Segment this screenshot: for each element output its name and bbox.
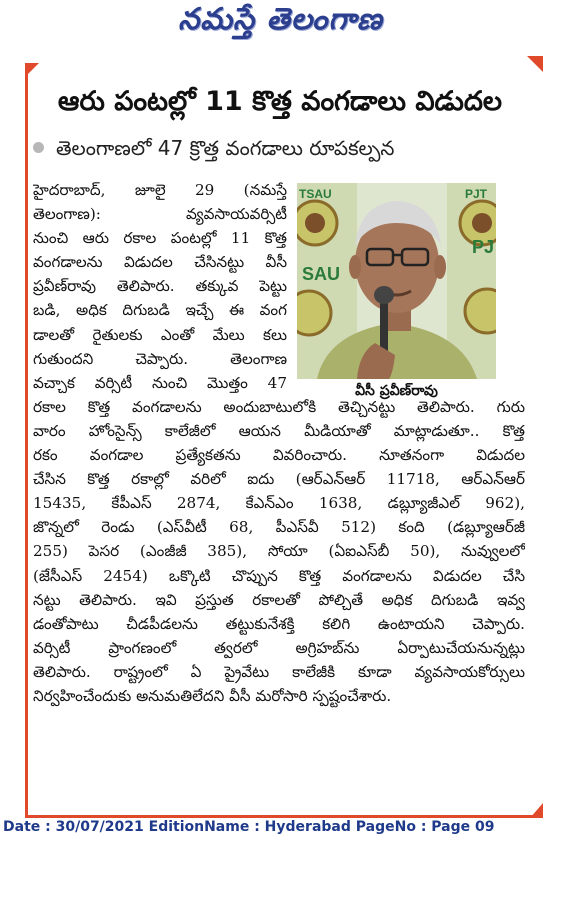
body-line: వారం హోంసైన్స్ కాలేజీలో ఆయన మీడియాతో మాట్లాడుతూ.. కొత్త: [33, 421, 525, 440]
body-line: నిర్వహించేందుకు అనుమతిలేదని వీసీ మరోసారి స్పష్టంచేశారు.: [33, 686, 392, 705]
svg-text:PJT: PJT: [465, 187, 488, 201]
svg-text:TSAU: TSAU: [299, 187, 332, 201]
body-line: హైదరాబాద్, జూలై 29 (నమస్తే: [33, 181, 287, 199]
body-line: నట్టు తెలిపారు. ఇవి ప్రస్తుత రకాలతో పోల్చితే అధిక దిగుబడి ఇవ్వ: [33, 590, 525, 609]
svg-text:SAU: SAU: [302, 264, 341, 284]
body-line: రకాల కొత్త వంగడాలను అందుబాటులోకి తెచ్చినట్టు తెలిపారు. గురు: [33, 397, 525, 416]
newspaper-masthead: [0, 2, 561, 50]
body-line: డంతోపాటు చీడపీడలను తట్టుకునేశక్తి కలిగి ఉంటాయని చెప్పారు.: [33, 614, 525, 633]
body-line: తెలిపారు. రాష్ట్రంలో ఏ ప్రైవేటు కాలేజీకి కూడా వ్యవసాయకోర్సులు: [33, 662, 525, 681]
body-line: చేసిన కొత్త రకాల్లో వరిలో ఐదు (ఆర్ఎన్ఆర్ 11718, ఆర్ఎన్ఆర్: [33, 470, 525, 489]
edition-footer: Date : 30/07/2021 EditionName : Hyderabad PageNo : Page 09: [3, 819, 495, 835]
body-line: (జేసీఎస్ 2454) ఒక్కొటి చొప్పున కొత్త వంగడాలను విడుదల చేసి: [33, 566, 525, 585]
body-line: వర్సిటీ ప్రాంగణంలో త్వరలో అగ్రిహబ్‌ను ఏర్పాటుచేయనున్నట్లు: [33, 638, 525, 657]
article-body: [33, 178, 525, 708]
photo-caption: వీసీ ప్రవీణ్‌రావు: [355, 383, 438, 399]
body-line: 255) పెసర (ఎంజీజీ 385), సోయా (ఏఐఎస్‌బీ 50), నువ్వులలో: [33, 542, 525, 561]
body-line: వంగడాలను విడుదల చేసినట్టు వీసీ: [33, 253, 287, 272]
body-line: బడి, అధిక దిగుబడి ఇచ్చే ఈ వంగ: [33, 301, 287, 320]
body-line: జొన్నలో రెండు (ఎస్‌వీటీ 68, పీఎస్‌వీ 512) కంది (డబ్ల్యూఆర్‌జీ: [33, 518, 525, 537]
article-headline: ఆరు పంటల్లో 11 కొత్త వంగడాలు విడుదల: [57, 86, 503, 117]
body-line: 15435, కేపీఎస్ 2874, కేఎన్ఎం 1638, డబ్ల్యూజీఎల్ 962),: [33, 494, 525, 513]
bullet-dot-icon: [33, 142, 44, 153]
svg-text:PJ: PJ: [472, 237, 495, 257]
masthead-title: నమస్తే తెలంగాణ: [178, 2, 383, 37]
body-line: వచ్చాక వర్సిటీ నుంచి మొత్తం 47: [33, 373, 287, 392]
body-line: రకం వంగడాల ప్రత్యేకతను వివరించారు. నూతనంగా విడుదల: [33, 446, 525, 465]
article-subheadline-row: [33, 130, 513, 166]
article-subheadline: తెలంగాణలో 47 క్రొత్త వంగడాలు రూపకల్పన: [56, 136, 395, 160]
body-line: గుతుందని చెప్పారు. తెలంగాణ: [33, 349, 287, 368]
body-line: డాలతో రైతులకు ఎంతో మేలు కలు: [33, 325, 287, 344]
body-line: నుంచి ఆరు రకాల పంటల్లో 11 కొత్త: [33, 229, 287, 248]
body-line: ప్రవీణ్‌రావు తెలిపారు. తక్కువ పెట్టు: [33, 277, 287, 296]
body-line: తెలంగాణ): వ్యవసాయవర్సిటీ: [33, 205, 287, 224]
